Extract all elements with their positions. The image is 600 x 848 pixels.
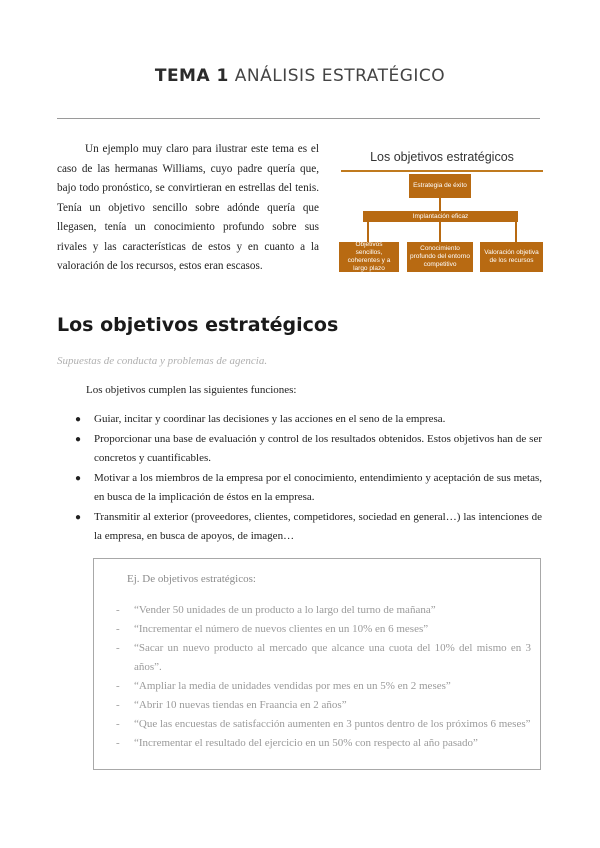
example-text: “Sacar un nuevo producto al mercado que alcance una cuota del 10% del mismo en 3 años”.	[134, 642, 531, 673]
intro-text: Un ejemplo muy claro para ilustrar este tema es el caso de las hermanas Williams, cuyo padre quería que, bajo todo pronóstico, se convirtieran en estrellas del tenis. Tenía un objetivo sencillo sobre adónde quería que llegasen, tenía un conocimiento profundo sobre sus rivales y las características de estos y en cuanto a la valoración de los recursos, estos eran escasos.	[57, 143, 319, 272]
dash-icon: -	[116, 642, 120, 654]
diagram-connector	[515, 222, 517, 242]
list-item-text: Proporcionar una base de evaluación y control de los resultados obtenidos. Estos objetivos han de ser concretos y cuantificables.	[94, 432, 542, 464]
objectives-diagram	[337, 148, 547, 276]
bullet-icon: ●	[75, 433, 82, 445]
diagram-box-bottom-2: Conocimiento profundo del entorno competitivo	[407, 242, 473, 272]
example-item	[116, 696, 531, 715]
header-title: ANÁLISIS ESTRATÉGICO	[234, 66, 446, 86]
dash-icon: -	[116, 718, 120, 730]
dash-icon: -	[116, 623, 120, 635]
example-text: “Incrementar el resultado del ejercicio en un 50% con respecto al año pasado”	[134, 737, 478, 749]
example-item	[116, 639, 531, 677]
example-item	[116, 734, 531, 753]
diagram-connector	[439, 198, 441, 211]
header-divider	[57, 118, 540, 119]
example-text: “Ampliar la media de unidades vendidas por mes en un 5% en 2 meses”	[134, 680, 451, 692]
example-text: “Incrementar el número de nuevos clientes en un 10% en 6 meses”	[134, 623, 429, 635]
diagram-connector	[439, 222, 441, 242]
diagram-box-bottom-1: Objetivos sencillos, coherentes y a largo plazo	[339, 242, 399, 272]
intro-paragraph	[57, 140, 319, 277]
list-item	[57, 410, 542, 430]
diagram-box-bottom-3: Valoración objetiva de los recursos	[480, 242, 543, 272]
example-item	[116, 677, 531, 696]
diagram-title: Los objetivos estratégicos	[370, 150, 514, 164]
example-text: “Vender 50 unidades de un producto a lo largo del turno de mañana”	[134, 604, 436, 616]
example-text: “Que las encuestas de satisfacción aumenten en 3 puntos dentro de los próximos 6 meses”	[134, 718, 531, 730]
header-topic: TEMA 1	[154, 66, 229, 86]
diagram-box-top: Estrategia de éxito	[409, 174, 471, 198]
examples-list	[116, 601, 531, 753]
dash-icon: -	[116, 699, 120, 711]
dash-icon: -	[116, 680, 120, 692]
example-text: “Abrir 10 nuevas tiendas en Fraancia en 2 años”	[134, 699, 347, 711]
list-item	[57, 469, 542, 508]
dash-icon: -	[116, 604, 120, 616]
example-item	[116, 715, 531, 734]
section-lead: Los objetivos cumplen las siguientes funciones:	[86, 384, 297, 396]
section-heading: Los objetivos estratégicos	[57, 314, 339, 336]
list-item-text: Motivar a los miembros de la empresa por el conocimiento, entendimiento y aceptación de sus metas, en busca de la implicación de éstos en la empresa.	[94, 471, 542, 503]
list-item	[57, 508, 542, 547]
example-item	[116, 601, 531, 620]
bullet-icon: ●	[75, 472, 82, 484]
bullet-icon: ●	[75, 511, 82, 523]
examples-title: Ej. De objetivos estratégicos:	[127, 573, 256, 585]
functions-list	[57, 410, 542, 547]
page-header	[0, 66, 600, 86]
diagram-connector	[367, 222, 369, 242]
list-item	[57, 430, 542, 469]
example-item	[116, 620, 531, 639]
bullet-icon: ●	[75, 414, 82, 425]
diagram-title-underline	[341, 170, 543, 172]
section-subtitle: Supuestas de conducta y problemas de agencia.	[57, 355, 268, 367]
list-item-text: Transmitir al exterior (proveedores, clientes, competidores, sociedad en general…) las intenciones de la empresa, en busca de apoyos, de imagen…	[94, 510, 542, 542]
list-item-text: Guiar, incitar y coordinar las decisiones y las acciones en el seno de la empresa.	[94, 413, 446, 425]
diagram-box-middle: Implantación eficaz	[363, 211, 518, 222]
dash-icon: -	[116, 737, 120, 749]
examples-box	[93, 558, 541, 770]
